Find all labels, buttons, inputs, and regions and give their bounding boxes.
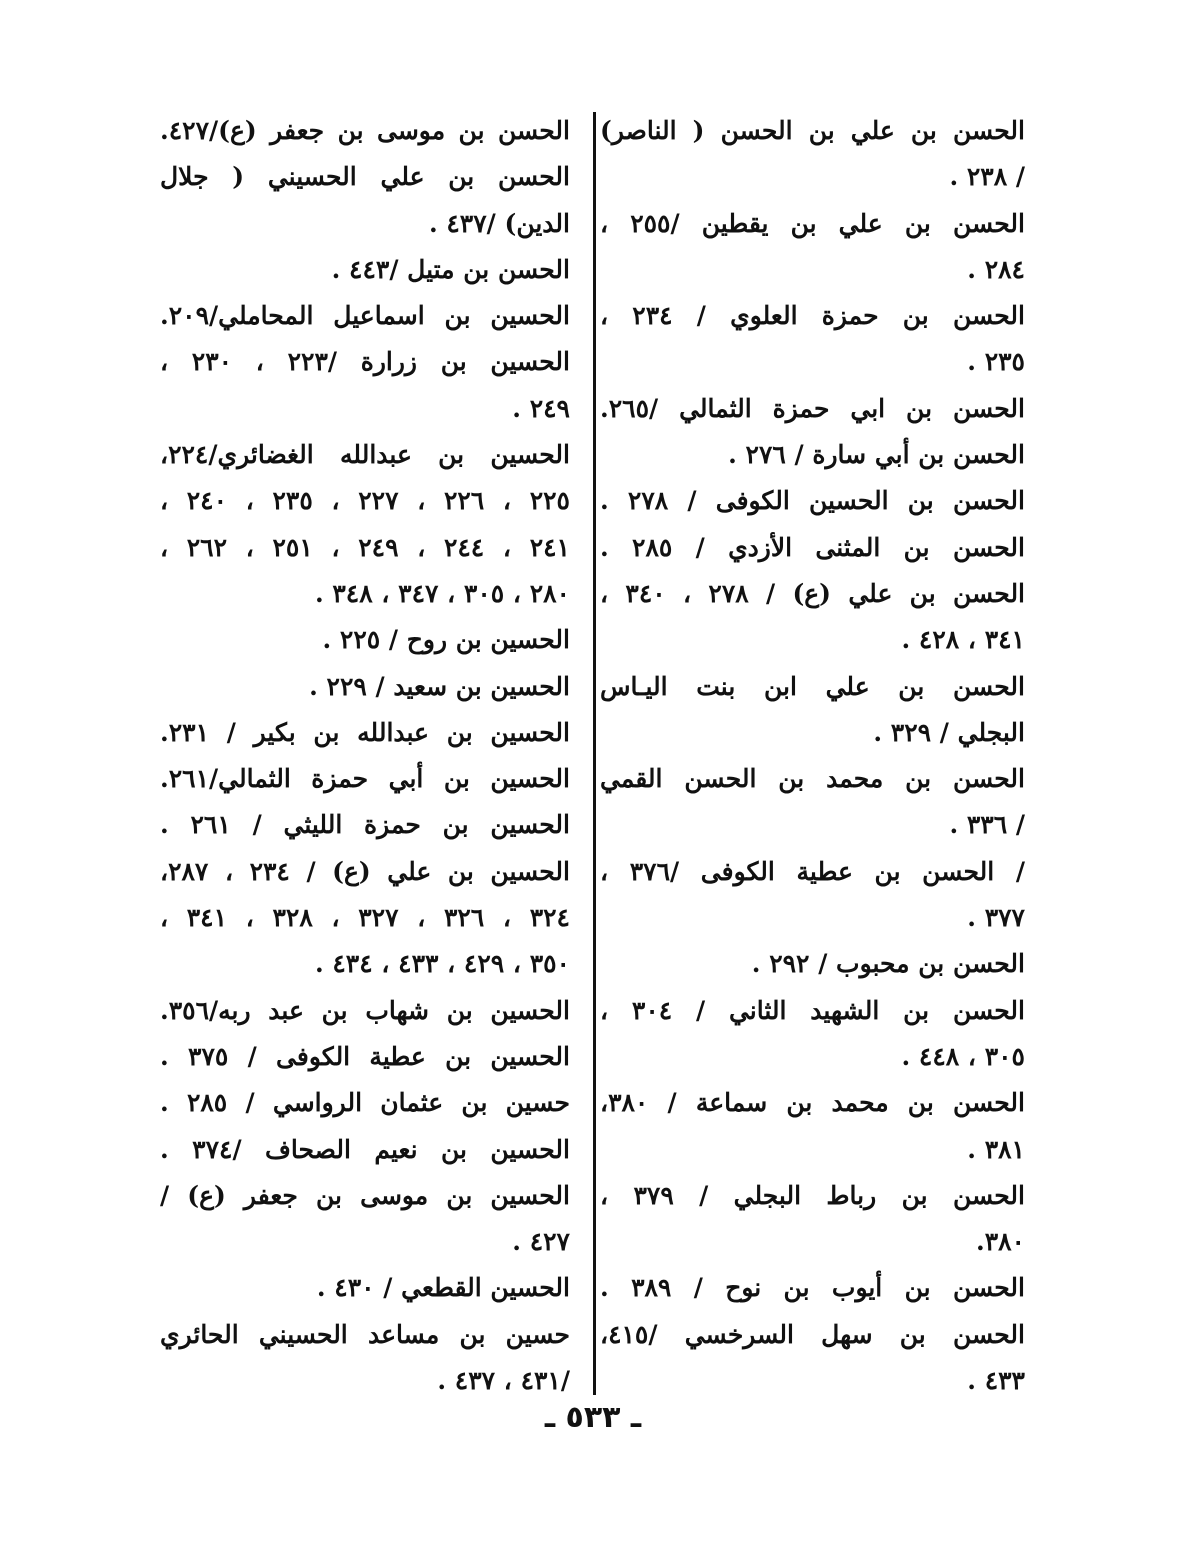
index-entry-line: الحسن بن علي ابن بنت اليـاس [600, 671, 1025, 701]
index-entry-line: الحسن بن موسى بن جعفر (ع)/٤٢٧. [160, 116, 570, 145]
index-entry-line: الحسن بن الشهيد الثاني / ٣٠٤ ، [600, 995, 1025, 1025]
index-column-right [600, 108, 1025, 1404]
index-entry-line: ٢٣٥ . [967, 347, 1025, 377]
index-entry-line: الحسين بن شهاب بن عبد ربه/٣٥٦. [160, 995, 570, 1025]
index-entry-line: ٣٢٤ ، ٣٢٦ ، ٣٢٧ ، ٣٢٨ ، ٣٤١ ، [160, 903, 570, 933]
index-entry-line: /٤٣١ ، ٤٣٧ . [437, 1366, 570, 1396]
index-entry-line: الحسين بن اسماعيل المحاملي/٢٠٩. [160, 301, 570, 331]
index-entry-line: الحسين بن زرارة /٢٢٣ ، ٢٣٠ ، [160, 347, 570, 377]
index-entry-line: الحسن بن ابي حمزة الثمالي /٢٦٥. [600, 393, 1025, 423]
index-entry-line: ٣٤١ ، ٤٢٨ . [901, 625, 1025, 655]
index-entry-line: الحسن بن حمزة العلوي / ٢٣٤ ، [600, 301, 1025, 331]
index-entry-line: الحسين بن أبي حمزة الثمالي/٢٦١. [160, 764, 570, 794]
index-entry-line: الحسن بن متيل /٤٤٣ . [331, 254, 570, 284]
index-entry-line: ٤٢٧ . [512, 1227, 570, 1257]
index-entry-line: الحسين بن سعيد / ٢٢٩ . [309, 671, 570, 701]
index-entry-line: ٣٥٠ ، ٤٢٩ ، ٤٣٣ ، ٤٣٤ . [314, 949, 570, 979]
index-entry-line: الحسن بن علي بن يقطين /٢٥٥ ، [600, 208, 1025, 238]
index-entry-line: الحسين بن روح / ٢٢٥ . [322, 625, 570, 655]
index-entry-line: ٢٤١ ، ٢٤٤ ، ٢٤٩ ، ٢٥١ ، ٢٦٢ ، [160, 532, 570, 562]
index-entry-line: الحسن بن سهل السرخسي /٤١٥، [600, 1319, 1025, 1349]
index-entry-line: الحسين القطعي / ٤٣٠ . [316, 1273, 570, 1303]
index-entry-line: الحسين بن نعيم الصحاف /٣٧٤ . [160, 1134, 570, 1164]
index-entry-line: الحسن بن رباط البجلي / ٣٧٩ ، [600, 1180, 1025, 1210]
index-column-left [160, 108, 570, 1404]
index-entry-line: الحسين بن علي (ع) / ٢٣٤ ، ٢٨٧، [160, 856, 570, 886]
index-entry-line: ٢٨٠ ، ٣٠٥ ، ٣٤٧ ، ٣٤٨ . [314, 578, 570, 608]
index-entry-line: حسين بن عثمان الرواسي / ٢٨٥ . [160, 1088, 570, 1118]
index-entry-line: الحسن بن أيوب بن نوح / ٣٨٩ . [600, 1273, 1025, 1303]
column-divider [593, 112, 596, 1395]
index-entry-line: البجلي / ٣٢٩ . [873, 717, 1025, 747]
index-entry-line: الحسين بن حمزة الليثي / ٢٦١ . [160, 810, 570, 840]
index-entry-line: ٢٨٤ . [967, 254, 1025, 284]
index-entry-line: ٣٧٧ . [967, 903, 1025, 933]
index-entry-line: الحسن بن محمد بن الحسن القمي [600, 764, 1025, 794]
index-entry-line: الحسن بن محمد بن سماعة / ٣٨٠، [600, 1088, 1025, 1118]
index-entry-line: / الحسن بن عطية الكوفى /٣٧٦ ، [600, 856, 1025, 886]
index-entry-line: الدين) /٤٣٧ . [428, 208, 570, 238]
index-entry-line: الحسين بن عبدالله بن بكير / ٢٣١. [160, 717, 570, 747]
index-entry-line: الحسين بن عطية الكوفى / ٣٧٥ . [160, 1041, 570, 1071]
index-entry-line: / ٢٣٨ . [949, 162, 1025, 192]
index-entry-line: ٣٨٠. [975, 1227, 1025, 1257]
index-entry-line: الحسين بن عبدالله الغضائري/٢٢٤، [160, 440, 570, 470]
page-number: ـ ٥٣٣ ـ [544, 1400, 642, 1435]
index-entry-line: الحسين بن موسى بن جعفر (ع) / [160, 1180, 570, 1210]
index-entry-line: ٢٤٩ . [512, 393, 570, 423]
index-entry-line: / ٣٣٦ . [949, 810, 1025, 840]
index-entry-line: حسين بن مساعد الحسيني الحائري [160, 1319, 570, 1349]
index-entry-line: الحسن بن علي الحسيني ( جلال [160, 162, 570, 192]
index-entry-line: ٣٨١ . [967, 1134, 1025, 1164]
index-entry-line: الحسن بن المثنى الأزدي / ٢٨٥ . [600, 532, 1025, 562]
index-entry-line: الحسن بن علي بن الحسن ( الناصر) [600, 116, 1025, 145]
index-entry-line: ٣٠٥ ، ٤٤٨ . [901, 1041, 1025, 1071]
index-entry-line: الحسن بن محبوب / ٢٩٢ . [751, 949, 1025, 979]
index-entry-line: ٤٣٣ . [967, 1366, 1025, 1396]
index-entry-line: الحسن بن أبي سارة / ٢٧٦ . [728, 440, 1025, 470]
index-entry-line: ٢٢٥ ، ٢٢٦ ، ٢٢٧ ، ٢٣٥ ، ٢٤٠ ، [160, 486, 570, 516]
index-entry-line: الحسن بن علي (ع) / ٢٧٨ ، ٣٤٠ ، [600, 578, 1025, 608]
index-entry-line: الحسن بن الحسين الكوفى / ٢٧٨ . [600, 486, 1025, 516]
